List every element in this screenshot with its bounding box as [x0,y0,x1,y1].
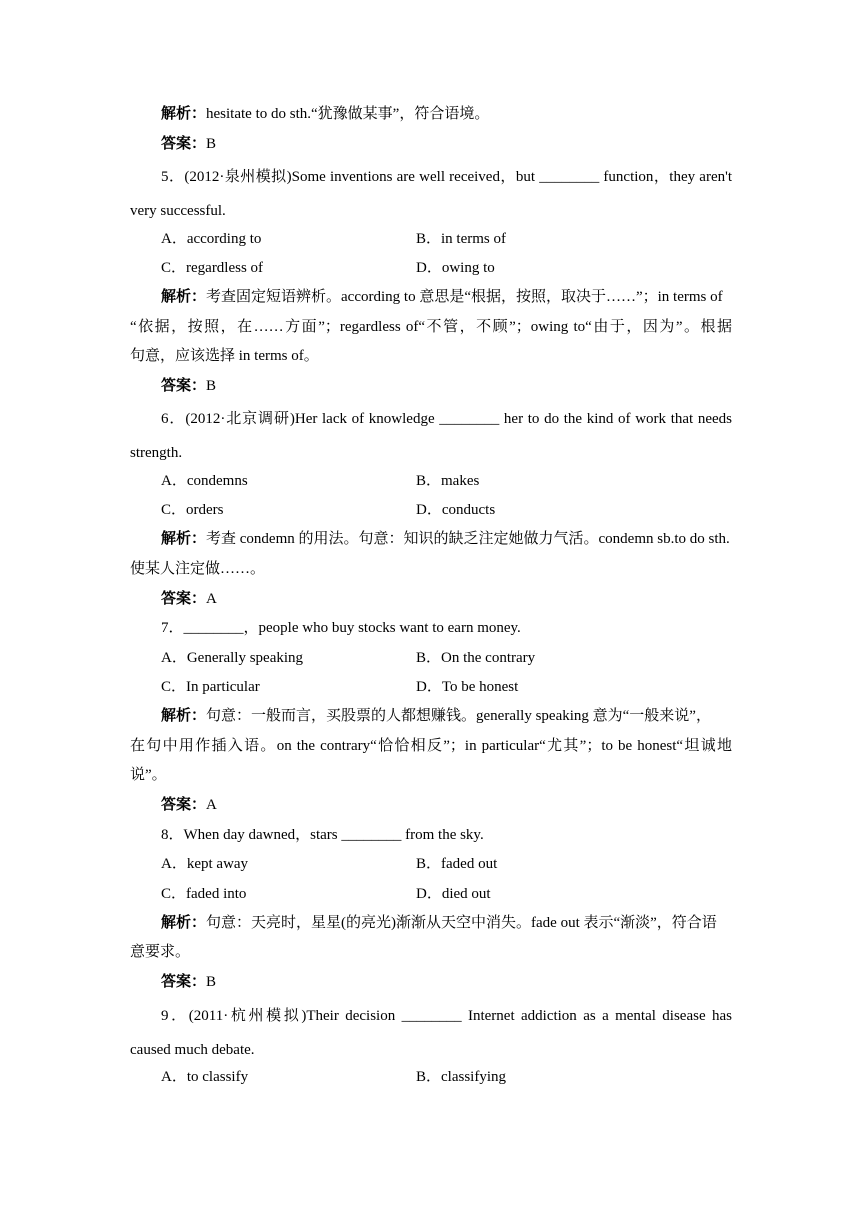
answer-value: B [206,136,217,152]
question-7-option-d: D．To be honest [416,679,519,695]
analysis-q4 [161,104,489,124]
answer-value: B [206,974,217,990]
answer-value: A [206,591,217,607]
question-7-option-a: A．Generally speaking [161,650,304,666]
answer-label: 答案： [161,974,207,990]
question-6-option-a: A．condemns [161,473,248,489]
answer-q7 [161,795,217,815]
question-6-option-d: D．conducts [416,502,496,518]
question-8-option-b: B．faded out [416,856,498,872]
answer-q5 [161,376,216,396]
analysis-q5-line-2: “依据，按照，在……方面”；regardless of“不管，不顾”；owing to“由于，因为”。根据 [130,319,732,335]
question-7-option-b: B．On the contrary [416,650,536,666]
answer-value: A [206,797,217,813]
question-8-option-d: D．died out [416,886,491,902]
question-5-option-b: B．in terms of [416,231,506,247]
analysis-text: 考查 condemn 的用法。句意：知识的缺乏注定她做力气活。condemn sb.to do sth. [206,531,730,547]
answer-label: 答案： [161,591,207,607]
question-7-option-c: C．In particular [161,679,260,695]
question-7-stem: 7．________，people who buy stocks want to earn money. [161,620,521,636]
question-9-stem-line-2: caused much debate. [130,1042,255,1058]
answer-label: 答案： [161,136,207,152]
analysis-q6-line-1 [161,529,732,549]
answer-q4 [161,134,216,154]
answer-q6 [161,589,217,609]
question-6-option-c: C．orders [161,502,224,518]
analysis-q5-line-3: 句意，应该选择 in terms of。 [130,348,319,364]
question-6-option-b: B．makes [416,473,480,489]
question-5-stem-line-1: 5．(2012·泉州模拟)Some inventions are well received，but ________ function，they aren't [161,169,732,185]
question-5-option-a: A．according to [161,231,262,247]
answer-label: 答案： [161,378,207,394]
analysis-q5-line-1 [161,287,732,307]
question-9-stem-line-1: 9．(2011·杭州模拟)Their decision ________ Internet addiction as a mental disease has [161,1008,732,1024]
question-5-option-c: C．regardless of [161,260,264,276]
question-5-option-d: D．owing to [416,260,495,276]
question-8-stem: 8．When day dawned，stars ________ from the sky. [161,827,484,843]
analysis-text: 句意：天亮时，星星(的亮光)渐渐从天空中消失。fade out 表示“渐淡”，符合语 [206,915,717,931]
analysis-text: hesitate to do sth.“犹豫做某事”，符合语境。 [206,106,490,122]
analysis-label: 解析： [161,708,207,724]
analysis-label: 解析： [161,531,207,547]
question-5-stem-line-2: very successful. [130,203,226,219]
question-8-option-c: C．faded into [161,886,247,902]
question-8-option-a: A．kept away [161,856,249,872]
question-9-option-b: B．classifying [416,1069,506,1085]
analysis-q7-line-1 [161,706,732,726]
analysis-label: 解析： [161,915,207,931]
answer-value: B [206,378,217,394]
analysis-text: 考查固定短语辨析。according to 意思是“根据，按照，取决于……”；in terms of [206,289,723,305]
answer-q8 [161,972,216,992]
analysis-label: 解析： [161,289,207,305]
analysis-text: 句意：一般而言，买股票的人都想赚钱。generally speaking 意为“一般来说”， [206,708,711,724]
analysis-q8-line-1 [161,913,732,933]
question-6-stem-line-1: 6．(2012·北京调研)Her lack of knowledge ________ her to do the kind of work that needs [161,411,732,427]
analysis-q6-line-2: 使某人注定做……。 [130,561,266,577]
question-9-option-a: A．to classify [161,1069,249,1085]
question-6-stem-line-2: strength. [130,445,183,461]
analysis-q8-line-2: 意要求。 [130,944,191,960]
answer-label: 答案： [161,797,207,813]
analysis-q7-line-2: 在句中用作插入语。on the contrary“恰恰相反”；in particular“尤其”；to be honest“坦诚地 [130,738,732,754]
analysis-label: 解析： [161,106,207,122]
analysis-q7-line-3: 说”。 [130,767,167,783]
